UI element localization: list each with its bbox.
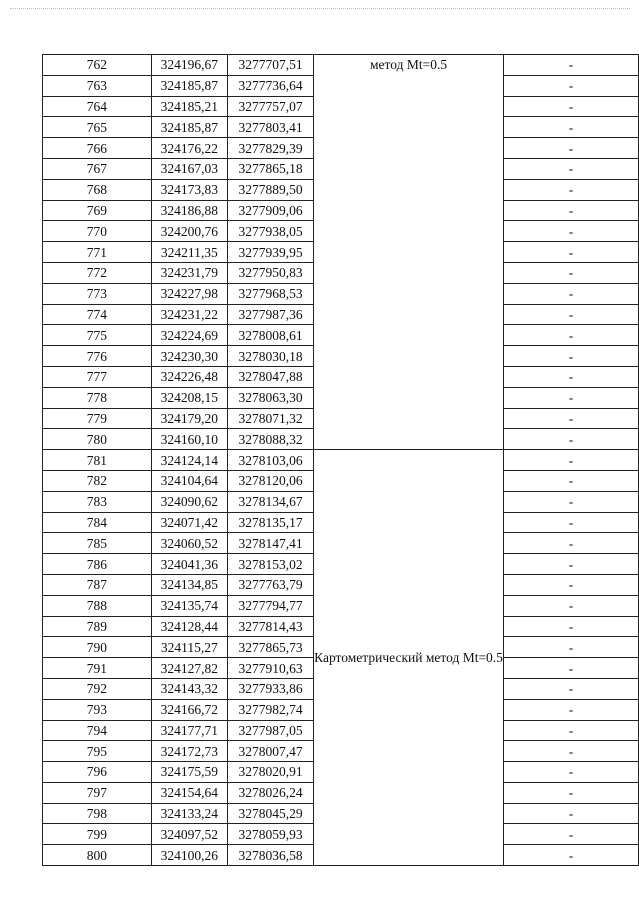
point-number-cell: 795 (43, 741, 152, 762)
point-number-cell: 772 (43, 262, 152, 283)
point-number-cell: 771 (43, 242, 152, 263)
dash-cell: - (503, 741, 638, 762)
point-number-cell: 781 (43, 450, 152, 471)
point-number-cell: 787 (43, 574, 152, 595)
point-number-cell: 769 (43, 200, 152, 221)
y-coordinate-cell: 3278071,32 (227, 408, 313, 429)
y-coordinate-cell: 3278007,47 (227, 741, 313, 762)
x-coordinate-cell: 324128,44 (151, 616, 227, 637)
dash-cell: - (503, 824, 638, 845)
y-coordinate-cell: 3277933,86 (227, 678, 313, 699)
point-number-cell: 782 (43, 470, 152, 491)
dash-cell: - (503, 221, 638, 242)
dash-cell: - (503, 262, 638, 283)
point-number-cell: 765 (43, 117, 152, 138)
coordinates-table (42, 54, 639, 866)
x-coordinate-cell: 324160,10 (151, 429, 227, 450)
dash-cell: - (503, 325, 638, 346)
point-number-cell: 799 (43, 824, 152, 845)
y-coordinate-cell: 3278088,32 (227, 429, 313, 450)
dash-cell: - (503, 595, 638, 616)
y-coordinate-cell: 3278134,67 (227, 491, 313, 512)
x-coordinate-cell: 324100,26 (151, 845, 227, 866)
point-number-cell: 788 (43, 595, 152, 616)
point-number-cell: 790 (43, 637, 152, 658)
dash-cell: - (503, 803, 638, 824)
point-number-cell: 777 (43, 366, 152, 387)
dash-cell: - (503, 96, 638, 117)
dash-cell: - (503, 158, 638, 179)
y-coordinate-cell: 3277763,79 (227, 574, 313, 595)
table-row (43, 450, 639, 471)
dash-cell: - (503, 574, 638, 595)
x-coordinate-cell: 324167,03 (151, 158, 227, 179)
x-coordinate-cell: 324166,72 (151, 699, 227, 720)
dash-cell: - (503, 283, 638, 304)
dash-cell: - (503, 179, 638, 200)
x-coordinate-cell: 324185,21 (151, 96, 227, 117)
dash-cell: - (503, 491, 638, 512)
y-coordinate-cell: 3278135,17 (227, 512, 313, 533)
point-number-cell: 776 (43, 346, 152, 367)
point-number-cell: 767 (43, 158, 152, 179)
x-coordinate-cell: 324179,20 (151, 408, 227, 429)
point-number-cell: 783 (43, 491, 152, 512)
x-coordinate-cell: 324185,87 (151, 75, 227, 96)
y-coordinate-cell: 3278045,29 (227, 803, 313, 824)
x-coordinate-cell: 324172,73 (151, 741, 227, 762)
point-number-cell: 796 (43, 762, 152, 783)
dash-cell: - (503, 616, 638, 637)
dash-cell: - (503, 429, 638, 450)
x-coordinate-cell: 324115,27 (151, 637, 227, 658)
dash-cell: - (503, 782, 638, 803)
x-coordinate-cell: 324185,87 (151, 117, 227, 138)
dash-cell: - (503, 346, 638, 367)
x-coordinate-cell: 324231,22 (151, 304, 227, 325)
x-coordinate-cell: 324224,69 (151, 325, 227, 346)
y-coordinate-cell: 3278120,06 (227, 470, 313, 491)
dash-cell: - (503, 470, 638, 491)
dash-cell: - (503, 304, 638, 325)
y-coordinate-cell: 3278147,41 (227, 533, 313, 554)
dash-cell: - (503, 55, 638, 76)
dash-cell: - (503, 658, 638, 679)
point-number-cell: 763 (43, 75, 152, 96)
dash-cell: - (503, 138, 638, 159)
y-coordinate-cell: 3277814,43 (227, 616, 313, 637)
x-coordinate-cell: 324097,52 (151, 824, 227, 845)
point-number-cell: 793 (43, 699, 152, 720)
point-number-cell: 770 (43, 221, 152, 242)
y-coordinate-cell: 3277829,39 (227, 138, 313, 159)
point-number-cell: 768 (43, 179, 152, 200)
x-coordinate-cell: 324230,30 (151, 346, 227, 367)
dash-cell: - (503, 762, 638, 783)
y-coordinate-cell: 3278059,93 (227, 824, 313, 845)
x-coordinate-cell: 324175,59 (151, 762, 227, 783)
y-coordinate-cell: 3277865,73 (227, 637, 313, 658)
y-coordinate-cell: 3277987,36 (227, 304, 313, 325)
y-coordinate-cell: 3277968,53 (227, 283, 313, 304)
point-number-cell: 786 (43, 554, 152, 575)
y-coordinate-cell: 3278008,61 (227, 325, 313, 346)
point-number-cell: 784 (43, 512, 152, 533)
y-coordinate-cell: 3277794,77 (227, 595, 313, 616)
dash-cell: - (503, 512, 638, 533)
point-number-cell: 773 (43, 283, 152, 304)
dash-cell: - (503, 637, 638, 658)
dash-cell: - (503, 533, 638, 554)
point-number-cell: 789 (43, 616, 152, 637)
x-coordinate-cell: 324227,98 (151, 283, 227, 304)
x-coordinate-cell: 324211,35 (151, 242, 227, 263)
table-row (43, 55, 639, 76)
dash-cell: - (503, 678, 638, 699)
point-number-cell: 798 (43, 803, 152, 824)
y-coordinate-cell: 3277909,06 (227, 200, 313, 221)
point-number-cell: 762 (43, 55, 152, 76)
x-coordinate-cell: 324090,62 (151, 491, 227, 512)
y-coordinate-cell: 3278047,88 (227, 366, 313, 387)
point-number-cell: 766 (43, 138, 152, 159)
dash-cell: - (503, 366, 638, 387)
x-coordinate-cell: 324231,79 (151, 262, 227, 283)
x-coordinate-cell: 324127,82 (151, 658, 227, 679)
y-coordinate-cell: 3278063,30 (227, 387, 313, 408)
x-coordinate-cell: 324176,22 (151, 138, 227, 159)
method-cell: Картометрический метод Mt=0.5 (314, 450, 504, 866)
y-coordinate-cell: 3278030,18 (227, 346, 313, 367)
x-coordinate-cell: 324208,15 (151, 387, 227, 408)
x-coordinate-cell: 324104,64 (151, 470, 227, 491)
dash-cell: - (503, 200, 638, 221)
x-coordinate-cell: 324124,14 (151, 450, 227, 471)
dash-cell: - (503, 720, 638, 741)
dash-cell: - (503, 242, 638, 263)
y-coordinate-cell: 3277910,63 (227, 658, 313, 679)
point-number-cell: 794 (43, 720, 152, 741)
point-number-cell: 792 (43, 678, 152, 699)
point-number-cell: 791 (43, 658, 152, 679)
page-top-rule (10, 8, 630, 9)
dash-cell: - (503, 845, 638, 866)
dash-cell: - (503, 387, 638, 408)
y-coordinate-cell: 3277889,50 (227, 179, 313, 200)
x-coordinate-cell: 324154,64 (151, 782, 227, 803)
y-coordinate-cell: 3277707,51 (227, 55, 313, 76)
x-coordinate-cell: 324041,36 (151, 554, 227, 575)
point-number-cell: 775 (43, 325, 152, 346)
dash-cell: - (503, 408, 638, 429)
point-number-cell: 797 (43, 782, 152, 803)
y-coordinate-cell: 3278036,58 (227, 845, 313, 866)
point-number-cell: 779 (43, 408, 152, 429)
x-coordinate-cell: 324071,42 (151, 512, 227, 533)
x-coordinate-cell: 324226,48 (151, 366, 227, 387)
x-coordinate-cell: 324196,67 (151, 55, 227, 76)
x-coordinate-cell: 324143,32 (151, 678, 227, 699)
y-coordinate-cell: 3277803,41 (227, 117, 313, 138)
y-coordinate-cell: 3277982,74 (227, 699, 313, 720)
dash-cell: - (503, 699, 638, 720)
point-number-cell: 780 (43, 429, 152, 450)
y-coordinate-cell: 3277757,07 (227, 96, 313, 117)
point-number-cell: 800 (43, 845, 152, 866)
y-coordinate-cell: 3278153,02 (227, 554, 313, 575)
y-coordinate-cell: 3277939,95 (227, 242, 313, 263)
dash-cell: - (503, 117, 638, 138)
y-coordinate-cell: 3277987,05 (227, 720, 313, 741)
method-cell: метод Mt=0.5 (314, 55, 504, 450)
x-coordinate-cell: 324133,24 (151, 803, 227, 824)
y-coordinate-cell: 3277865,18 (227, 158, 313, 179)
y-coordinate-cell: 3277950,83 (227, 262, 313, 283)
coordinates-table-body (43, 55, 639, 866)
x-coordinate-cell: 324060,52 (151, 533, 227, 554)
point-number-cell: 785 (43, 533, 152, 554)
x-coordinate-cell: 324135,74 (151, 595, 227, 616)
x-coordinate-cell: 324186,88 (151, 200, 227, 221)
x-coordinate-cell: 324173,83 (151, 179, 227, 200)
y-coordinate-cell: 3278026,24 (227, 782, 313, 803)
y-coordinate-cell: 3278103,06 (227, 450, 313, 471)
y-coordinate-cell: 3277938,05 (227, 221, 313, 242)
y-coordinate-cell: 3277736,64 (227, 75, 313, 96)
dash-cell: - (503, 75, 638, 96)
dash-cell: - (503, 554, 638, 575)
point-number-cell: 774 (43, 304, 152, 325)
x-coordinate-cell: 324200,76 (151, 221, 227, 242)
y-coordinate-cell: 3278020,91 (227, 762, 313, 783)
point-number-cell: 778 (43, 387, 152, 408)
x-coordinate-cell: 324177,71 (151, 720, 227, 741)
point-number-cell: 764 (43, 96, 152, 117)
dash-cell: - (503, 450, 638, 471)
x-coordinate-cell: 324134,85 (151, 574, 227, 595)
